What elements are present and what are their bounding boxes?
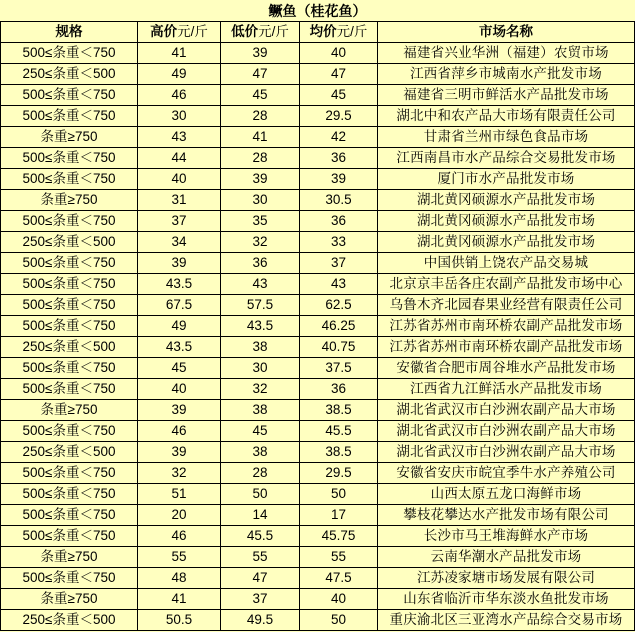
cell-market-name: 湖北省武汉市白沙洲农副产品大市场 [378, 442, 635, 463]
cell-low-price: 38 [221, 337, 300, 358]
table-row [1, 526, 635, 547]
cell-avg-price: 33 [300, 232, 378, 253]
cell-high-price: 43.5 [138, 337, 221, 358]
cell-low-price: 30 [221, 190, 300, 211]
cell-market-name: 安徽省安庆市皖宜季牛水产养殖公司 [378, 463, 635, 484]
cell-high-price: 41 [138, 43, 221, 64]
cell-high-price: 40 [138, 379, 221, 400]
cell-spec: 500≤条重＜750 [1, 211, 138, 232]
cell-low-price: 47 [221, 64, 300, 85]
cell-avg-price: 37.5 [300, 358, 378, 379]
cell-spec: 500≤条重＜750 [1, 505, 138, 526]
cell-market-name: 湖北黄冈硕源水产品批发市场 [378, 190, 635, 211]
table-row [1, 274, 635, 295]
cell-low-price: 45 [221, 421, 300, 442]
table-row [1, 610, 635, 631]
cell-spec: 500≤条重＜750 [1, 526, 138, 547]
cell-market-name: 江苏省苏州市南环桥农副产品批发市场 [378, 316, 635, 337]
cell-market-name: 中国供销上饶农产品交易城 [378, 253, 635, 274]
cell-market-name: 湖北黄冈硕源水产品批发市场 [378, 232, 635, 253]
cell-spec: 条重≥750 [1, 190, 138, 211]
table-row [1, 169, 635, 190]
cell-avg-price: 36 [300, 379, 378, 400]
cell-low-price: 38 [221, 400, 300, 421]
cell-high-price: 55 [138, 547, 221, 568]
cell-spec: 500≤条重＜750 [1, 463, 138, 484]
cell-low-price: 14 [221, 505, 300, 526]
cell-low-price: 43 [221, 274, 300, 295]
cell-low-price: 45 [221, 85, 300, 106]
table-row [1, 547, 635, 568]
cell-avg-price: 47 [300, 64, 378, 85]
cell-avg-price: 50 [300, 610, 378, 631]
cell-spec: 500≤条重＜750 [1, 274, 138, 295]
cell-spec: 500≤条重＜750 [1, 568, 138, 589]
cell-avg-price: 47.5 [300, 568, 378, 589]
cell-spec: 250≤条重＜500 [1, 610, 138, 631]
cell-spec: 条重≥750 [1, 127, 138, 148]
cell-low-price: 36 [221, 253, 300, 274]
cell-low-price: 57.5 [221, 295, 300, 316]
cell-high-price: 44 [138, 148, 221, 169]
header-avg [300, 22, 378, 43]
table-row [1, 442, 635, 463]
cell-high-price: 34 [138, 232, 221, 253]
table-row [1, 127, 635, 148]
header-low-label: 低价 [231, 24, 259, 39]
cell-market-name: 江西省九江鲜活水产品批发市场 [378, 379, 635, 400]
cell-high-price: 49 [138, 316, 221, 337]
cell-high-price: 20 [138, 505, 221, 526]
cell-high-price: 46 [138, 526, 221, 547]
table-row [1, 211, 635, 232]
cell-spec: 500≤条重＜750 [1, 316, 138, 337]
cell-high-price: 39 [138, 400, 221, 421]
table-row [1, 505, 635, 526]
cell-low-price: 45.5 [221, 526, 300, 547]
table-row [1, 316, 635, 337]
cell-market-name: 湖北省武汉市白沙洲农副产品大市场 [378, 421, 635, 442]
table-row [1, 463, 635, 484]
cell-low-price: 55 [221, 547, 300, 568]
cell-spec: 条重≥750 [1, 547, 138, 568]
cell-spec: 条重≥750 [1, 589, 138, 610]
cell-spec: 500≤条重＜750 [1, 85, 138, 106]
cell-spec: 条重≥750 [1, 400, 138, 421]
cell-avg-price: 46.25 [300, 316, 378, 337]
cell-high-price: 46 [138, 85, 221, 106]
table-row [1, 190, 635, 211]
table-row [1, 64, 635, 85]
table-row [1, 400, 635, 421]
cell-avg-price: 43 [300, 274, 378, 295]
cell-avg-price: 36 [300, 211, 378, 232]
cell-market-name: 江苏省苏州市南环桥农副产品批发市场 [378, 337, 635, 358]
cell-high-price: 39 [138, 442, 221, 463]
cell-high-price: 43.5 [138, 274, 221, 295]
cell-high-price: 49 [138, 64, 221, 85]
table-row [1, 568, 635, 589]
cell-market-name: 云南华潮水产品批发市场 [378, 547, 635, 568]
cell-market-name: 湖北黄冈硕源水产品批发市场 [378, 211, 635, 232]
table-row [1, 484, 635, 505]
cell-spec: 500≤条重＜750 [1, 379, 138, 400]
cell-high-price: 48 [138, 568, 221, 589]
cell-low-price: 35 [221, 211, 300, 232]
table-row [1, 337, 635, 358]
cell-avg-price: 50 [300, 484, 378, 505]
cell-low-price: 28 [221, 148, 300, 169]
cell-market-name: 长沙市马王堆海鲜水产市场 [378, 526, 635, 547]
cell-avg-price: 40 [300, 43, 378, 64]
cell-avg-price: 29.5 [300, 463, 378, 484]
cell-low-price: 43.5 [221, 316, 300, 337]
cell-market-name: 厦门市水产品批发市场 [378, 169, 635, 190]
header-low-unit: 元/斤 [258, 24, 289, 39]
table-row [1, 43, 635, 64]
header-high-unit: 元/斤 [177, 24, 208, 39]
cell-high-price: 51 [138, 484, 221, 505]
cell-spec: 500≤条重＜750 [1, 421, 138, 442]
cell-avg-price: 38.5 [300, 442, 378, 463]
cell-low-price: 39 [221, 169, 300, 190]
cell-spec: 500≤条重＜750 [1, 43, 138, 64]
cell-spec: 500≤条重＜750 [1, 106, 138, 127]
cell-avg-price: 29.5 [300, 106, 378, 127]
cell-high-price: 46 [138, 421, 221, 442]
header-avg-label: 均价 [309, 24, 337, 39]
cell-avg-price: 39 [300, 169, 378, 190]
cell-low-price: 38 [221, 442, 300, 463]
cell-low-price: 30 [221, 358, 300, 379]
cell-spec: 500≤条重＜750 [1, 169, 138, 190]
cell-low-price: 28 [221, 463, 300, 484]
cell-market-name: 江苏凌家塘市场发展有限公司 [378, 568, 635, 589]
header-high [138, 22, 221, 43]
cell-high-price: 37 [138, 211, 221, 232]
cell-market-name: 重庆渝北区三亚湾水产品综合交易市场 [378, 610, 635, 631]
cell-market-name: 安徽省合肥市周谷堆水产品批发市场 [378, 358, 635, 379]
cell-market-name: 山西太原五龙口海鲜市场 [378, 484, 635, 505]
cell-high-price: 39 [138, 253, 221, 274]
cell-market-name: 北京京丰岳各庄农副产品批发市场中心 [378, 274, 635, 295]
cell-low-price: 37 [221, 589, 300, 610]
cell-avg-price: 40 [300, 589, 378, 610]
cell-spec: 250≤条重＜500 [1, 64, 138, 85]
cell-low-price: 47 [221, 568, 300, 589]
header-avg-unit: 元/斤 [336, 24, 368, 39]
cell-avg-price: 45.5 [300, 421, 378, 442]
table-row [1, 421, 635, 442]
cell-market-name: 福建省兴业华洲（福建）农贸市场 [378, 43, 635, 64]
header-low [221, 22, 300, 43]
cell-avg-price: 42 [300, 127, 378, 148]
header-market: 市场名称 [378, 22, 635, 43]
cell-market-name: 攀枝花攀达水产批发市场有限公司 [378, 505, 635, 526]
cell-market-name: 山东省临沂市华东淡水鱼批发市场 [378, 589, 635, 610]
cell-spec: 500≤条重＜750 [1, 148, 138, 169]
cell-spec: 250≤条重＜500 [1, 232, 138, 253]
cell-low-price: 49.5 [221, 610, 300, 631]
cell-avg-price: 40.75 [300, 337, 378, 358]
cell-low-price: 28 [221, 106, 300, 127]
cell-market-name: 福建省三明市鲜活水产品批发市场 [378, 85, 635, 106]
cell-spec: 500≤条重＜750 [1, 295, 138, 316]
cell-avg-price: 37 [300, 253, 378, 274]
cell-high-price: 40 [138, 169, 221, 190]
cell-low-price: 41 [221, 127, 300, 148]
cell-high-price: 45 [138, 358, 221, 379]
table-row [1, 295, 635, 316]
cell-high-price: 41 [138, 589, 221, 610]
table-row [1, 232, 635, 253]
header-high-label: 高价 [150, 24, 178, 39]
table-row [1, 589, 635, 610]
cell-spec: 500≤条重＜750 [1, 358, 138, 379]
table-body [1, 43, 635, 631]
cell-market-name: 湖北省武汉市白沙洲农副产品大市场 [378, 400, 635, 421]
table-row [1, 379, 635, 400]
cell-market-name: 湖北中和农产品大市场有限责任公司 [378, 106, 635, 127]
cell-spec: 500≤条重＜750 [1, 253, 138, 274]
cell-spec: 500≤条重＜750 [1, 484, 138, 505]
cell-low-price: 32 [221, 379, 300, 400]
table-row [1, 253, 635, 274]
table-row [1, 358, 635, 379]
cell-market-name: 乌鲁木齐北园春果业经营有限责任公司 [378, 295, 635, 316]
cell-low-price: 32 [221, 232, 300, 253]
cell-avg-price: 45.75 [300, 526, 378, 547]
table-title: 鳜鱼（桂花鱼） [1, 1, 635, 22]
cell-avg-price: 55 [300, 547, 378, 568]
cell-high-price: 43 [138, 127, 221, 148]
cell-high-price: 31 [138, 190, 221, 211]
table-header-row [1, 22, 635, 43]
cell-high-price: 30 [138, 106, 221, 127]
cell-spec: 250≤条重＜500 [1, 442, 138, 463]
header-spec: 规格 [1, 22, 138, 43]
cell-high-price: 32 [138, 463, 221, 484]
cell-market-name: 甘肃省兰州市绿色食品市场 [378, 127, 635, 148]
cell-high-price: 67.5 [138, 295, 221, 316]
cell-market-name: 江西省萍乡市城南水产批发市场 [378, 64, 635, 85]
cell-market-name: 江西南昌市水产品综合交易批发市场 [378, 148, 635, 169]
cell-spec: 250≤条重＜500 [1, 337, 138, 358]
table-row [1, 106, 635, 127]
cell-avg-price: 30.5 [300, 190, 378, 211]
cell-high-price: 50.5 [138, 610, 221, 631]
cell-avg-price: 62.5 [300, 295, 378, 316]
cell-low-price: 50 [221, 484, 300, 505]
cell-low-price: 39 [221, 43, 300, 64]
cell-avg-price: 45 [300, 85, 378, 106]
cell-avg-price: 36 [300, 148, 378, 169]
cell-avg-price: 17 [300, 505, 378, 526]
table-row [1, 148, 635, 169]
table-title-row [1, 1, 635, 22]
table-row [1, 85, 635, 106]
cell-avg-price: 38.5 [300, 400, 378, 421]
